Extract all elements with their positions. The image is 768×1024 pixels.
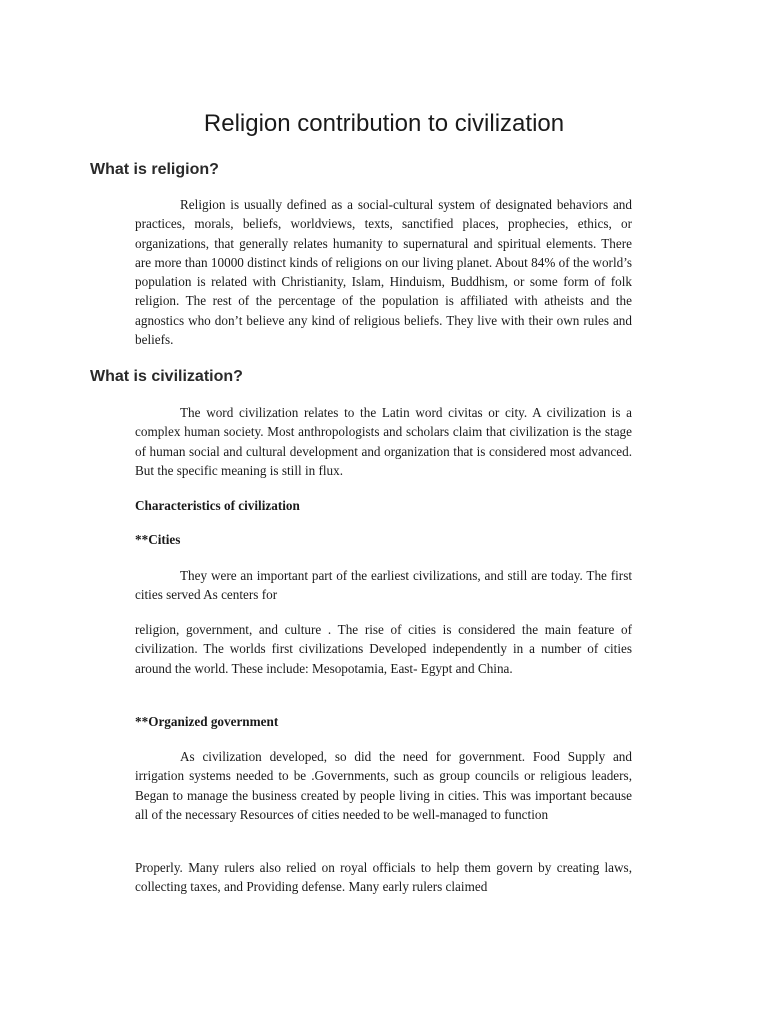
section-heading-civilization: What is civilization?	[90, 368, 243, 385]
document-title: Religion contribution to civilization	[203, 110, 565, 137]
paragraph-cities-2: religion, government, and culture . The rise of cities is considered the main feature of civilization. The worlds first civilizations Developed independently in a number of cities around the world. These include: Mesopotamia, East- Egypt and China.	[135, 622, 632, 676]
paragraph-civilization-definition: The word civilization relates to the Latin word civitas or city. A civilization is a complex human society. Most anthropologists and scholars claim that civilization is the stage of human social and cultural development and organization that is considered most advanced. But the specific meaning is still in flux.	[135, 405, 632, 478]
item-label-organized-government: **Organized government	[135, 714, 279, 729]
paragraph-government-1: As civilization developed, so did the need for government. Food Supply and irrigation systems needed to be .Governments, such as group councils or religious leaders, Began to manage the business created by people living in cities. This was important because all of the necessary Resources of cities needed to be well-managed to function	[135, 749, 632, 822]
document-page	[90, 0, 632, 1024]
paragraph-government-2: Properly. Many rulers also relied on royal officials to help them govern by creating laws, collecting taxes, and Providing defense. Many early rulers claimed	[135, 860, 632, 895]
paragraph-religion-definition: Religion is usually defined as a social-cultural system of designated behaviors and practices, morals, beliefs, worldviews, texts, sanctified places, prophecies, ethics, or organizations, that generally relates humanity to supernatural and spiritual elements. There are more than 10000 distinct kinds of religions on our living planet. About 84% of the world’s population is related with Christianity, Islam, Hinduism, Buddhism, or some form of folk religion. The rest of the percentage of the population is affiliated with atheists and the agnostics who don’t believe any kind of religious beliefs. They live with their own rules and beliefs.	[135, 197, 632, 348]
subheading-characteristics: Characteristics of civilization	[135, 498, 300, 513]
item-label-cities: **Cities	[135, 532, 181, 547]
section-heading-religion: What is religion?	[90, 161, 219, 178]
paragraph-cities-1: They were an important part of the earliest civilizations, and still are today. The first cities served As centers for	[135, 568, 632, 603]
